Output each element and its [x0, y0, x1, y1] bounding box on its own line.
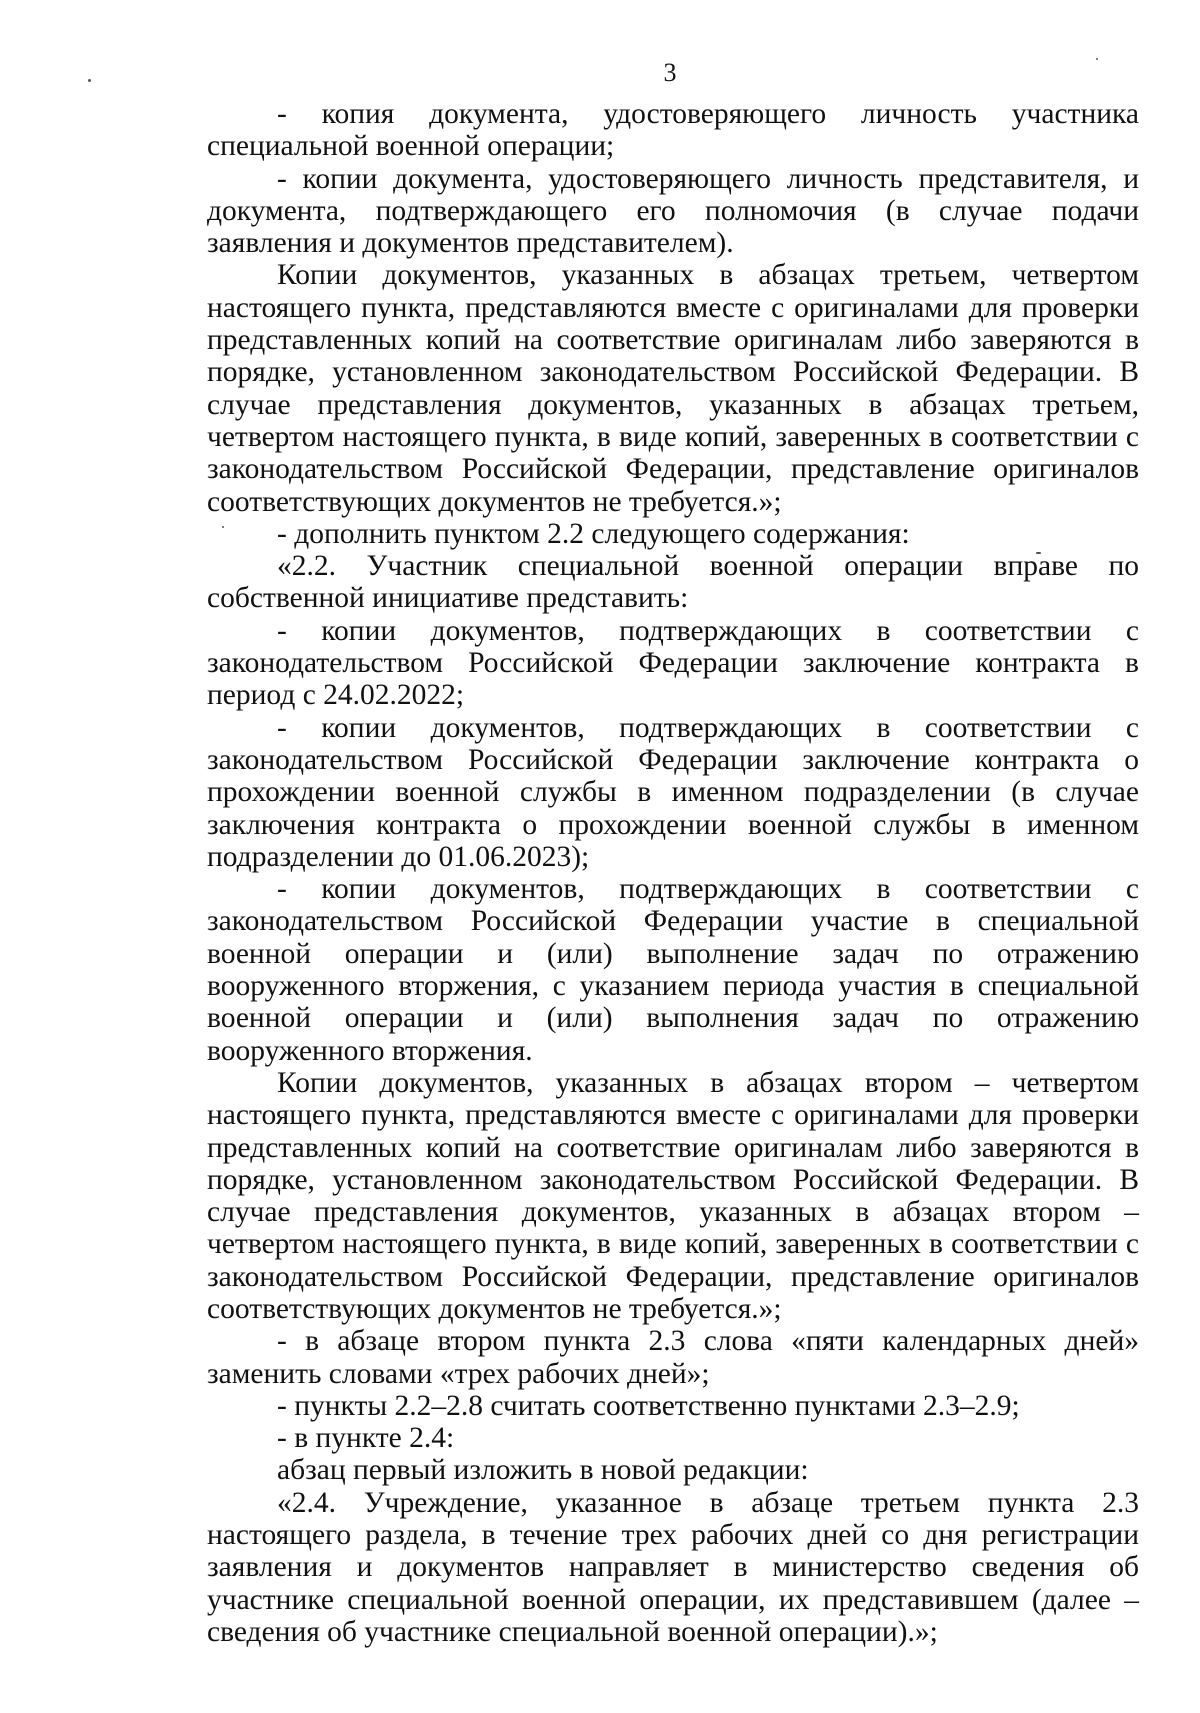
- paragraph: - копии документов, подтверждающих в соответствии с законодательством Российской Федерации участие в специальной военной операции и (или) выполнение задач по отражению вооруженного вторжения, с указанием периода участия в специальной военной операции и (или) выполнения задач по отражению вооруженного вторжения.: [207, 873, 1139, 1067]
- paragraph: Копии документов, указанных в абзацах втором – четвертом настоящего пункта, представляются вместе с оригиналами для проверки представленных копий на соответствие оригиналам либо заверяются в порядке, установленном законодательством Российской Федерации. В случае представления документов, указанных в абзацах втором – четвертом настоящего пункта, в виде копий, заверенных в соответствии с законодательством Российской Федерации, представление оригиналов соответствующих документов не требуется.»;: [207, 1066, 1139, 1325]
- paragraph: «2.2. Участник специальной военной операции вправе по собственной инициативе представить:: [207, 550, 1139, 615]
- paragraph: - пункты 2.2–2.8 считать соответственно пунктами 2.3–2.9;: [277, 1389, 1020, 1422]
- paragraph: - дополнить пунктом 2.2 следующего содержания:: [277, 517, 910, 550]
- paragraph: - копии документов, подтверждающих в соответствии с законодательством Российской Федерации заключение контракта в период с 24.02.2022;: [207, 614, 1139, 712]
- paragraph: - в пункте 2.4:: [277, 1422, 455, 1455]
- paragraph: «2.4. Учреждение, указанное в абзаце третьем пункта 2.3 настоящего раздела, в течение трех рабочих дней со дня регистрации заявления и документов направляет в министерство сведения об участнике специальной военной операции, их представившем (далее – сведения об участнике специальной военной операции).»;: [207, 1486, 1139, 1648]
- scan-speck: [1096, 58, 1098, 60]
- paragraph: Копии документов, указанных в абзацах третьем, четвертом настоящего пункта, представляются вместе с оригиналами для проверки представленных копий на соответствие оригиналам либо заверяются в порядке, установленном законодательством Российской Федерации. В случае представления документов, указанных в абзацах третьем, четвертом настоящего пункта, в виде копий, заверенных в соответствии с законодательством Российской Федерации, представление оригиналов соответствующих документов не требуется.»;: [207, 259, 1139, 518]
- paragraph: абзац первый изложить в новой редакции:: [277, 1454, 809, 1487]
- paragraph: - в абзаце втором пункта 2.3 слова «пяти календарных дней» заменить словами «трех рабочих дней»;: [207, 1325, 1139, 1390]
- paragraph: - копии документа, удостоверяющего личность представителя, и документа, подтверждающего его полномочия (в случае подачи заявления и документов представителем).: [207, 162, 1139, 260]
- paragraph: - копия документа, удостоверяющего личность участника специальной военной операции;: [207, 98, 1139, 163]
- document-body: [207, 98, 1139, 1648]
- paragraph: - копии документов, подтверждающих в соответствии с законодательством Российской Федерации заключение контракта о прохождении военной службы в именном подразделении (в случае заключения контракта о прохождении военной службы в именном подразделении до 01.06.2023);: [207, 711, 1139, 873]
- page-number: 3: [663, 58, 677, 87]
- scan-speck: [88, 79, 91, 82]
